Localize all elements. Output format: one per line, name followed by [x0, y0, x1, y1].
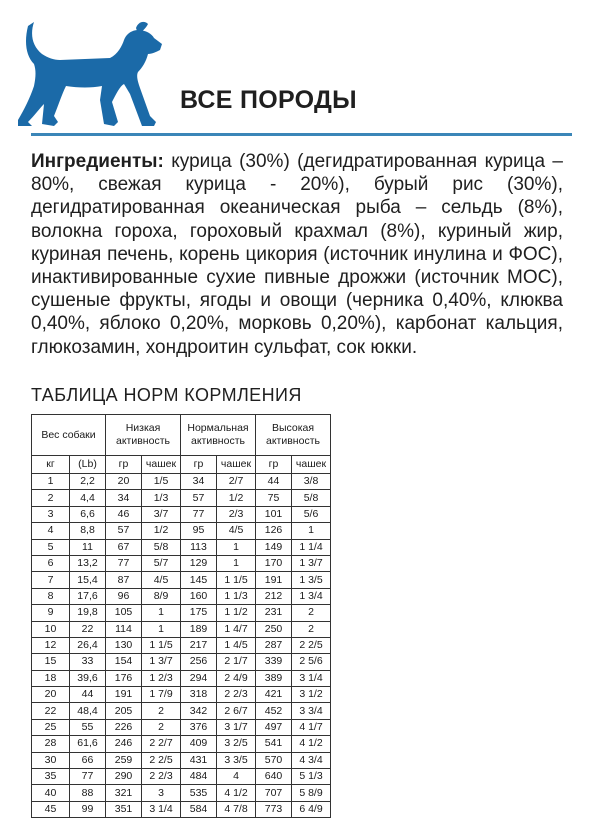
table-cell: 4 3/4 [292, 752, 331, 768]
table-cell: 321 [106, 785, 142, 801]
table-cell: 8 [32, 588, 70, 604]
table-cell: 2 2/5 [142, 752, 181, 768]
page-title: ВСЕ ПОРОДЫ [180, 86, 357, 114]
table-cell: 3 3/5 [217, 752, 256, 768]
table-row [32, 687, 331, 703]
table-cell: 6,6 [70, 506, 106, 522]
table-cell: 61,6 [70, 736, 106, 752]
table-cell: 294 [181, 670, 217, 686]
table-cell: 39,6 [70, 670, 106, 686]
table-cell: 189 [181, 621, 217, 637]
table-cell: 176 [106, 670, 142, 686]
table-cell: 376 [181, 719, 217, 735]
table-cell: 1 [142, 621, 181, 637]
table-cell: 205 [106, 703, 142, 719]
subheader-cell: кг [32, 456, 70, 474]
table-cell: 2 [142, 719, 181, 735]
table-cell: 191 [106, 687, 142, 703]
table-row [32, 523, 331, 539]
table-cell: 3 [142, 785, 181, 801]
subheader-cell: (Lb) [70, 456, 106, 474]
table-cell: 2/3 [217, 506, 256, 522]
table-cell: 154 [106, 654, 142, 670]
table-cell: 2/7 [217, 474, 256, 490]
table-cell: 1 [292, 523, 331, 539]
table-cell: 1 3/7 [142, 654, 181, 670]
table-cell: 88 [70, 785, 106, 801]
table-cell: 13,2 [70, 555, 106, 571]
table-cell: 1 3/5 [292, 572, 331, 588]
table-cell: 5/8 [142, 539, 181, 555]
table-cell: 99 [70, 801, 106, 817]
table-cell: 217 [181, 637, 217, 653]
header-weight: Вес собаки [32, 415, 106, 456]
table-cell: 773 [256, 801, 292, 817]
table-subheader-row [32, 456, 331, 474]
table-cell: 34 [106, 490, 142, 506]
table-cell: 5 [32, 539, 70, 555]
table-cell: 3/8 [292, 474, 331, 490]
table-cell: 707 [256, 785, 292, 801]
subheader-cell: чашек [292, 456, 331, 474]
table-cell: 7 [32, 572, 70, 588]
table-cell: 2 [292, 605, 331, 621]
table-cell: 48,4 [70, 703, 106, 719]
table-cell: 1 [217, 555, 256, 571]
table-cell: 101 [256, 506, 292, 522]
table-cell: 1 4/7 [217, 621, 256, 637]
table-cell: 1 7/9 [142, 687, 181, 703]
table-cell: 4/5 [142, 572, 181, 588]
table-cell: 5/6 [292, 506, 331, 522]
table-cell: 160 [181, 588, 217, 604]
table-cell: 4/5 [217, 523, 256, 539]
table-cell: 342 [181, 703, 217, 719]
table-cell: 2 6/7 [217, 703, 256, 719]
table-row [32, 539, 331, 555]
ingredients-paragraph [31, 150, 563, 359]
table-cell: 113 [181, 539, 217, 555]
table-cell: 175 [181, 605, 217, 621]
header [0, 0, 602, 140]
table-cell: 149 [256, 539, 292, 555]
table-cell: 1 [142, 605, 181, 621]
table-row [32, 785, 331, 801]
table-row [32, 490, 331, 506]
table-cell: 95 [181, 523, 217, 539]
table-cell: 2 2/7 [142, 736, 181, 752]
table-cell: 1 4/5 [217, 637, 256, 653]
table-cell: 25 [32, 719, 70, 735]
table-cell: 584 [181, 801, 217, 817]
table-cell: 57 [181, 490, 217, 506]
table-cell: 1 3/7 [292, 555, 331, 571]
table-cell: 2 5/6 [292, 654, 331, 670]
table-cell: 2 [32, 490, 70, 506]
table-cell: 1 1/5 [142, 637, 181, 653]
table-cell: 421 [256, 687, 292, 703]
table-cell: 75 [256, 490, 292, 506]
table-cell: 1/5 [142, 474, 181, 490]
table-row [32, 703, 331, 719]
table-cell: 3 [32, 506, 70, 522]
table-cell: 1/3 [142, 490, 181, 506]
table-cell: 640 [256, 769, 292, 785]
table-cell: 15,4 [70, 572, 106, 588]
divider [31, 133, 572, 136]
table-cell: 318 [181, 687, 217, 703]
table-cell: 287 [256, 637, 292, 653]
table-cell: 3 1/7 [217, 719, 256, 735]
table-cell: 3 1/4 [292, 670, 331, 686]
table-cell: 77 [181, 506, 217, 522]
feeding-table-title: ТАБЛИЦА НОРМ КОРМЛЕНИЯ [31, 385, 302, 405]
subheader-cell: гр [106, 456, 142, 474]
table-cell: 44 [256, 474, 292, 490]
table-row [32, 605, 331, 621]
table-cell: 126 [256, 523, 292, 539]
table-cell: 2 2/3 [142, 769, 181, 785]
table-cell: 20 [32, 687, 70, 703]
table-cell: 5/7 [142, 555, 181, 571]
table-row [32, 506, 331, 522]
table-cell: 1 [32, 474, 70, 490]
table-cell: 145 [181, 572, 217, 588]
table-cell: 28 [32, 736, 70, 752]
table-cell: 130 [106, 637, 142, 653]
table-cell: 409 [181, 736, 217, 752]
table-cell: 170 [256, 555, 292, 571]
table-cell: 55 [70, 719, 106, 735]
table-cell: 114 [106, 621, 142, 637]
table-cell: 19,8 [70, 605, 106, 621]
table-row [32, 769, 331, 785]
table-row [32, 588, 331, 604]
table-cell: 339 [256, 654, 292, 670]
table-cell: 45 [32, 801, 70, 817]
table-cell: 570 [256, 752, 292, 768]
table-cell: 4 1/2 [217, 785, 256, 801]
table-cell: 3 2/5 [217, 736, 256, 752]
table-cell: 191 [256, 572, 292, 588]
table-cell: 87 [106, 572, 142, 588]
table-cell: 5/8 [292, 490, 331, 506]
table-cell: 77 [70, 769, 106, 785]
table-cell: 246 [106, 736, 142, 752]
feeding-table [31, 414, 331, 818]
table-cell: 67 [106, 539, 142, 555]
table-row [32, 736, 331, 752]
table-cell: 1 1/3 [217, 588, 256, 604]
table-cell: 256 [181, 654, 217, 670]
table-row [32, 637, 331, 653]
table-cell: 1 1/5 [217, 572, 256, 588]
table-row [32, 670, 331, 686]
table-cell: 4 7/8 [217, 801, 256, 817]
table-cell: 22 [70, 621, 106, 637]
table-cell: 96 [106, 588, 142, 604]
table-cell: 1 3/4 [292, 588, 331, 604]
header-normal-activity: Нормальная активность [181, 415, 256, 456]
table-cell: 1/2 [217, 490, 256, 506]
ingredients-text: курица (30%) (дегидратированная курица – 80%, свежая курица - 20%), бурый рис (30%), дегидратированная океаническая рыба – сельдь (8%), волокна гороха, гороховый крахмал (8%), куриный жир, куриная печень, корень цикория (источник инулина и ФОС), инактивированные сухие пивные дрожжи (источник МОС), сушеные фрукты, ягоды и овощи (черника 0,40%, клюква 0,40%, яблоко 0,20%, морковь 0,20%), карбонат кальция, глюкозамин, хондроитин сульфат, сок юкки. [31, 151, 563, 358]
table-cell: 231 [256, 605, 292, 621]
table-cell: 12 [32, 637, 70, 653]
table-cell: 2 1/7 [217, 654, 256, 670]
table-cell: 226 [106, 719, 142, 735]
subheader-cell: гр [256, 456, 292, 474]
table-cell: 129 [181, 555, 217, 571]
table-row [32, 555, 331, 571]
table-cell: 1/2 [142, 523, 181, 539]
feeding-table-body [32, 474, 331, 818]
table-cell: 1 [217, 539, 256, 555]
table-cell: 8/9 [142, 588, 181, 604]
table-cell: 4,4 [70, 490, 106, 506]
table-cell: 212 [256, 588, 292, 604]
table-cell: 9 [32, 605, 70, 621]
header-high-activity: Высокая активность [256, 415, 331, 456]
table-cell: 290 [106, 769, 142, 785]
table-cell: 2,2 [70, 474, 106, 490]
table-cell: 35 [32, 769, 70, 785]
table-cell: 4 1/2 [292, 736, 331, 752]
table-cell: 57 [106, 523, 142, 539]
table-cell: 6 4/9 [292, 801, 331, 817]
table-cell: 3 1/2 [292, 687, 331, 703]
table-cell: 2 [142, 703, 181, 719]
table-cell: 77 [106, 555, 142, 571]
table-cell: 3 3/4 [292, 703, 331, 719]
table-cell: 2 [292, 621, 331, 637]
table-row [32, 621, 331, 637]
table-cell: 1 1/4 [292, 539, 331, 555]
table-cell: 2 4/9 [217, 670, 256, 686]
table-cell: 4 [32, 523, 70, 539]
table-cell: 20 [106, 474, 142, 490]
table-row [32, 654, 331, 670]
table-cell: 66 [70, 752, 106, 768]
table-cell: 34 [181, 474, 217, 490]
table-cell: 250 [256, 621, 292, 637]
ingredients-label: Ингредиенты: [31, 151, 164, 172]
table-row [32, 572, 331, 588]
table-cell: 44 [70, 687, 106, 703]
table-cell: 4 1/7 [292, 719, 331, 735]
table-row [32, 474, 331, 490]
dog-silhouette-icon [14, 12, 164, 130]
table-cell: 40 [32, 785, 70, 801]
table-cell: 5 8/9 [292, 785, 331, 801]
table-cell: 22 [32, 703, 70, 719]
table-cell: 1 2/3 [142, 670, 181, 686]
table-cell: 259 [106, 752, 142, 768]
table-row [32, 801, 331, 817]
table-cell: 3/7 [142, 506, 181, 522]
table-cell: 431 [181, 752, 217, 768]
table-cell: 11 [70, 539, 106, 555]
table-row [32, 719, 331, 735]
table-header-row [32, 415, 331, 456]
table-cell: 10 [32, 621, 70, 637]
table-cell: 26,4 [70, 637, 106, 653]
table-cell: 452 [256, 703, 292, 719]
subheader-cell: чашек [142, 456, 181, 474]
table-cell: 5 1/3 [292, 769, 331, 785]
table-cell: 30 [32, 752, 70, 768]
table-cell: 3 1/4 [142, 801, 181, 817]
table-cell: 15 [32, 654, 70, 670]
table-cell: 484 [181, 769, 217, 785]
table-cell: 18 [32, 670, 70, 686]
table-cell: 46 [106, 506, 142, 522]
table-cell: 351 [106, 801, 142, 817]
table-cell: 389 [256, 670, 292, 686]
table-cell: 535 [181, 785, 217, 801]
table-cell: 105 [106, 605, 142, 621]
table-cell: 1 1/2 [217, 605, 256, 621]
header-low-activity: Низкая активность [106, 415, 181, 456]
table-row [32, 752, 331, 768]
table-cell: 497 [256, 719, 292, 735]
table-cell: 541 [256, 736, 292, 752]
table-cell: 8,8 [70, 523, 106, 539]
table-cell: 2 2/3 [217, 687, 256, 703]
subheader-cell: чашек [217, 456, 256, 474]
table-cell: 4 [217, 769, 256, 785]
subheader-cell: гр [181, 456, 217, 474]
table-cell: 6 [32, 555, 70, 571]
table-cell: 2 2/5 [292, 637, 331, 653]
table-cell: 33 [70, 654, 106, 670]
table-cell: 17,6 [70, 588, 106, 604]
